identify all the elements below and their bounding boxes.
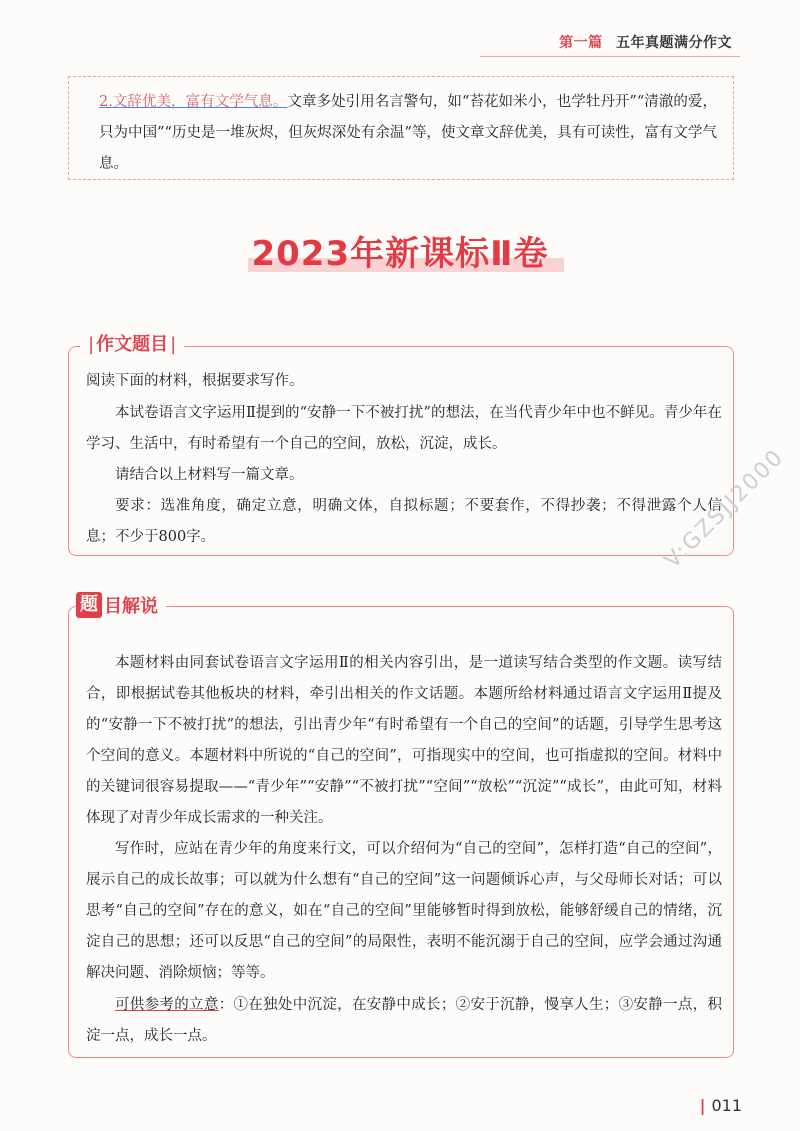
prompt-intro: 阅读下面的材料，根据要求写作。 — [86, 373, 304, 389]
page-number-mark: | — [699, 1096, 706, 1115]
reference-text: ：①在独处中沉淀，在安静中成长；②安于沉静，慢享人生；③安静一点，积淀一点，成长一点。 — [86, 997, 722, 1044]
prompt-instruction: 请结合以上材料写一篇文章。 — [115, 467, 304, 483]
note-text: 文章多处引用名言警句，如“苔花如米小，也学牡丹开”“清澈的爱，只为中国”“历史是一堆灰烬，但灰烬深处有余温”等，使文章文辞优美，具有可读性，富有文学气息。 — [99, 94, 717, 172]
analysis-badge: 题 — [76, 592, 102, 618]
analysis-paragraph-2: 写作时，应站在青少年的角度来行文，可以介绍何为“自己的空间”，怎样打造“自己的空间”，展示自己的成长故事；可以就为什么想有“自己的空间”这一问题倾诉心声，与父母师长对话；可以思考“自己的空间”存在的意义，如在“自己的空间”里能够暂时得到放松，能够舒缓自己的情绪，沉淀自己的思想；还可以反思“自己的空间”的局限性，表明不能沉溺于自己的空间，应学会通过沟通解决问题、消除烦恼；等等。 — [86, 841, 722, 981]
running-header — [559, 32, 732, 52]
analysis-paragraph-1: 本题材料由同套试卷语言文字运用Ⅱ的相关内容引出，是一道读写结合类型的作文题。读写结合，即根据试卷其他板块的材料，牵引出相关的作文话题。本题所给材料通过语言文字运用Ⅱ提及的“安静一下不被打扰”的想法，引出青少年“有时希望有一个自己的空间”的话题，引导学生思考这个空间的意义。本题材料中所说的“自己的空间”，可指现实中的空间，也可指虚拟的空间。材料中的关键词很容易提取——“青少年”“安静”“不被打扰”“空间”“放松”“沉淀”“成长”，由此可知，材料体现了对青少年成长需求的一种关注。 — [86, 655, 722, 826]
header-book-title: 五年真题满分作文 — [616, 35, 732, 51]
note-box — [68, 76, 734, 180]
page-number — [700, 1096, 742, 1115]
watermark: V:GZSJJ2000 — [660, 444, 790, 574]
label-bar-left: | — [88, 334, 95, 355]
analysis-section-label — [76, 592, 166, 618]
exam-title: 2023年新课标Ⅱ卷 — [251, 234, 549, 274]
prompt-material: 本试卷语言文字运用Ⅱ提到的“安静一下不被打扰”的想法，在当代青少年中也不鲜见。青少年在学习、生活中，有时希望有一个自己的空间，放松，沉淀，成长。 — [86, 405, 722, 452]
label-bar-right: | — [170, 334, 177, 355]
reference-label: 可供参考的立意 — [115, 997, 219, 1013]
prompt-label-text: 作文题目 — [96, 334, 169, 355]
page-number-value: 011 — [711, 1096, 742, 1115]
analysis-label-text: 目解说 — [104, 596, 158, 617]
note-highlight: 2.文辞优美，富有文学气息。 — [99, 94, 288, 110]
prompt-requirements: 要求：选准角度，确定立意，明确文体，自拟标题；不要套作，不得抄袭；不得泄露个人信息；不少于800字。 — [86, 498, 722, 545]
analysis-reference — [86, 990, 722, 1052]
header-section: 第一篇 — [559, 35, 603, 51]
prompt-section-label — [80, 330, 184, 356]
header-divider — [480, 56, 740, 57]
